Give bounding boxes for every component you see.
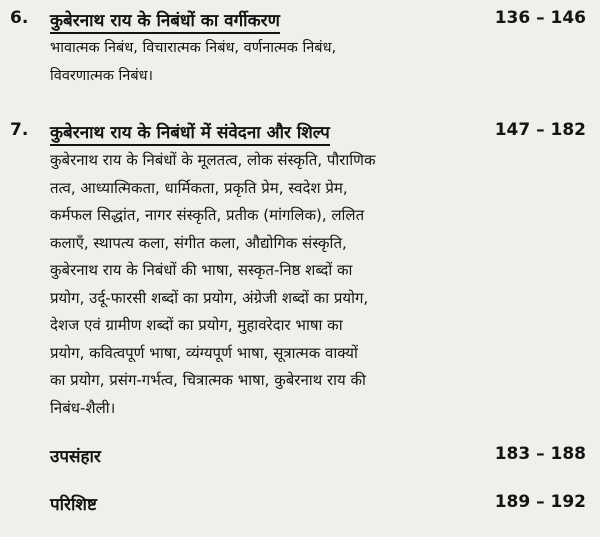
- topic-line: कर्मफल सिद्धांत, नागर संस्कृति, प्रतीक (मांगलिक), ललित: [50, 206, 365, 224]
- topic-line: देशज एवं ग्रामीण शब्दों का प्रयोग, मुहावरेदार भाषा का: [50, 316, 343, 334]
- topic-line: कुबेरनाथ राय के निबंधों के मूलतत्व, लोक संस्कृति, पौराणिक: [50, 151, 376, 169]
- topic-line: विवरणात्मक निबंध।: [50, 68, 154, 84]
- page-range: 136 – 146: [494, 8, 586, 28]
- topic-line: कलाएँ, स्थापत्य कला, संगीत कला, औद्योगिक संस्कृति,: [50, 233, 347, 252]
- page-range: 147 – 182: [494, 120, 586, 140]
- chapter-title: कुबेरनाथ राय के निबंधों में संवेदना और शिल्प: [50, 120, 330, 146]
- topic-line: भावात्मक निबंध, विचारात्मक निबंध, वर्णनात्मक निबंध,: [50, 40, 337, 56]
- section-title: परिशिष्ट: [50, 495, 97, 515]
- toc-entry-heading: [0, 6, 600, 36]
- toc-entry-6: [0, 6, 600, 84]
- page-range: 183 – 188: [494, 444, 586, 464]
- chapter-title: कुबेरनाथ राय के निबंधों का वर्गीकरण: [50, 8, 280, 34]
- toc-entry-heading: [0, 442, 600, 472]
- toc-entry-appendix: [0, 490, 600, 520]
- chapter-number: 6.: [10, 8, 29, 28]
- topic-line: प्रयोग, उर्दू-फारसी शब्दों का प्रयोग, अंग्रेजी शब्दों का प्रयोग,: [50, 288, 369, 307]
- topic-line: कुबेरनाथ राय के निबंधों की भाषा, सस्कृत-निष्ठ शब्दों का: [50, 261, 353, 279]
- chapter-number: 7.: [10, 120, 29, 140]
- toc-entry-heading: [0, 490, 600, 520]
- topic-line: प्रयोग, कवित्वपूर्ण भाषा, व्यंग्यपूर्ण भाषा, सूत्रात्मक वाक्यों: [50, 343, 358, 362]
- topic-line: तत्व, आध्यात्मिकता, धार्मिकता, प्रकृति प्रेम, स्वदेश प्रेम,: [50, 178, 348, 197]
- toc-entry-7: [0, 118, 600, 417]
- page-range: 189 – 192: [494, 492, 586, 512]
- section-title: उपसंहार: [50, 447, 101, 467]
- topic-line: निबंध-शैली।: [50, 398, 116, 417]
- toc-entry-conclusion: [0, 442, 600, 472]
- topic-line: का प्रयोग, प्रसंग-गर्भत्व, चित्रात्मक भाषा, कुबेरनाथ राय की: [50, 371, 366, 389]
- toc-entry-heading: [0, 118, 600, 148]
